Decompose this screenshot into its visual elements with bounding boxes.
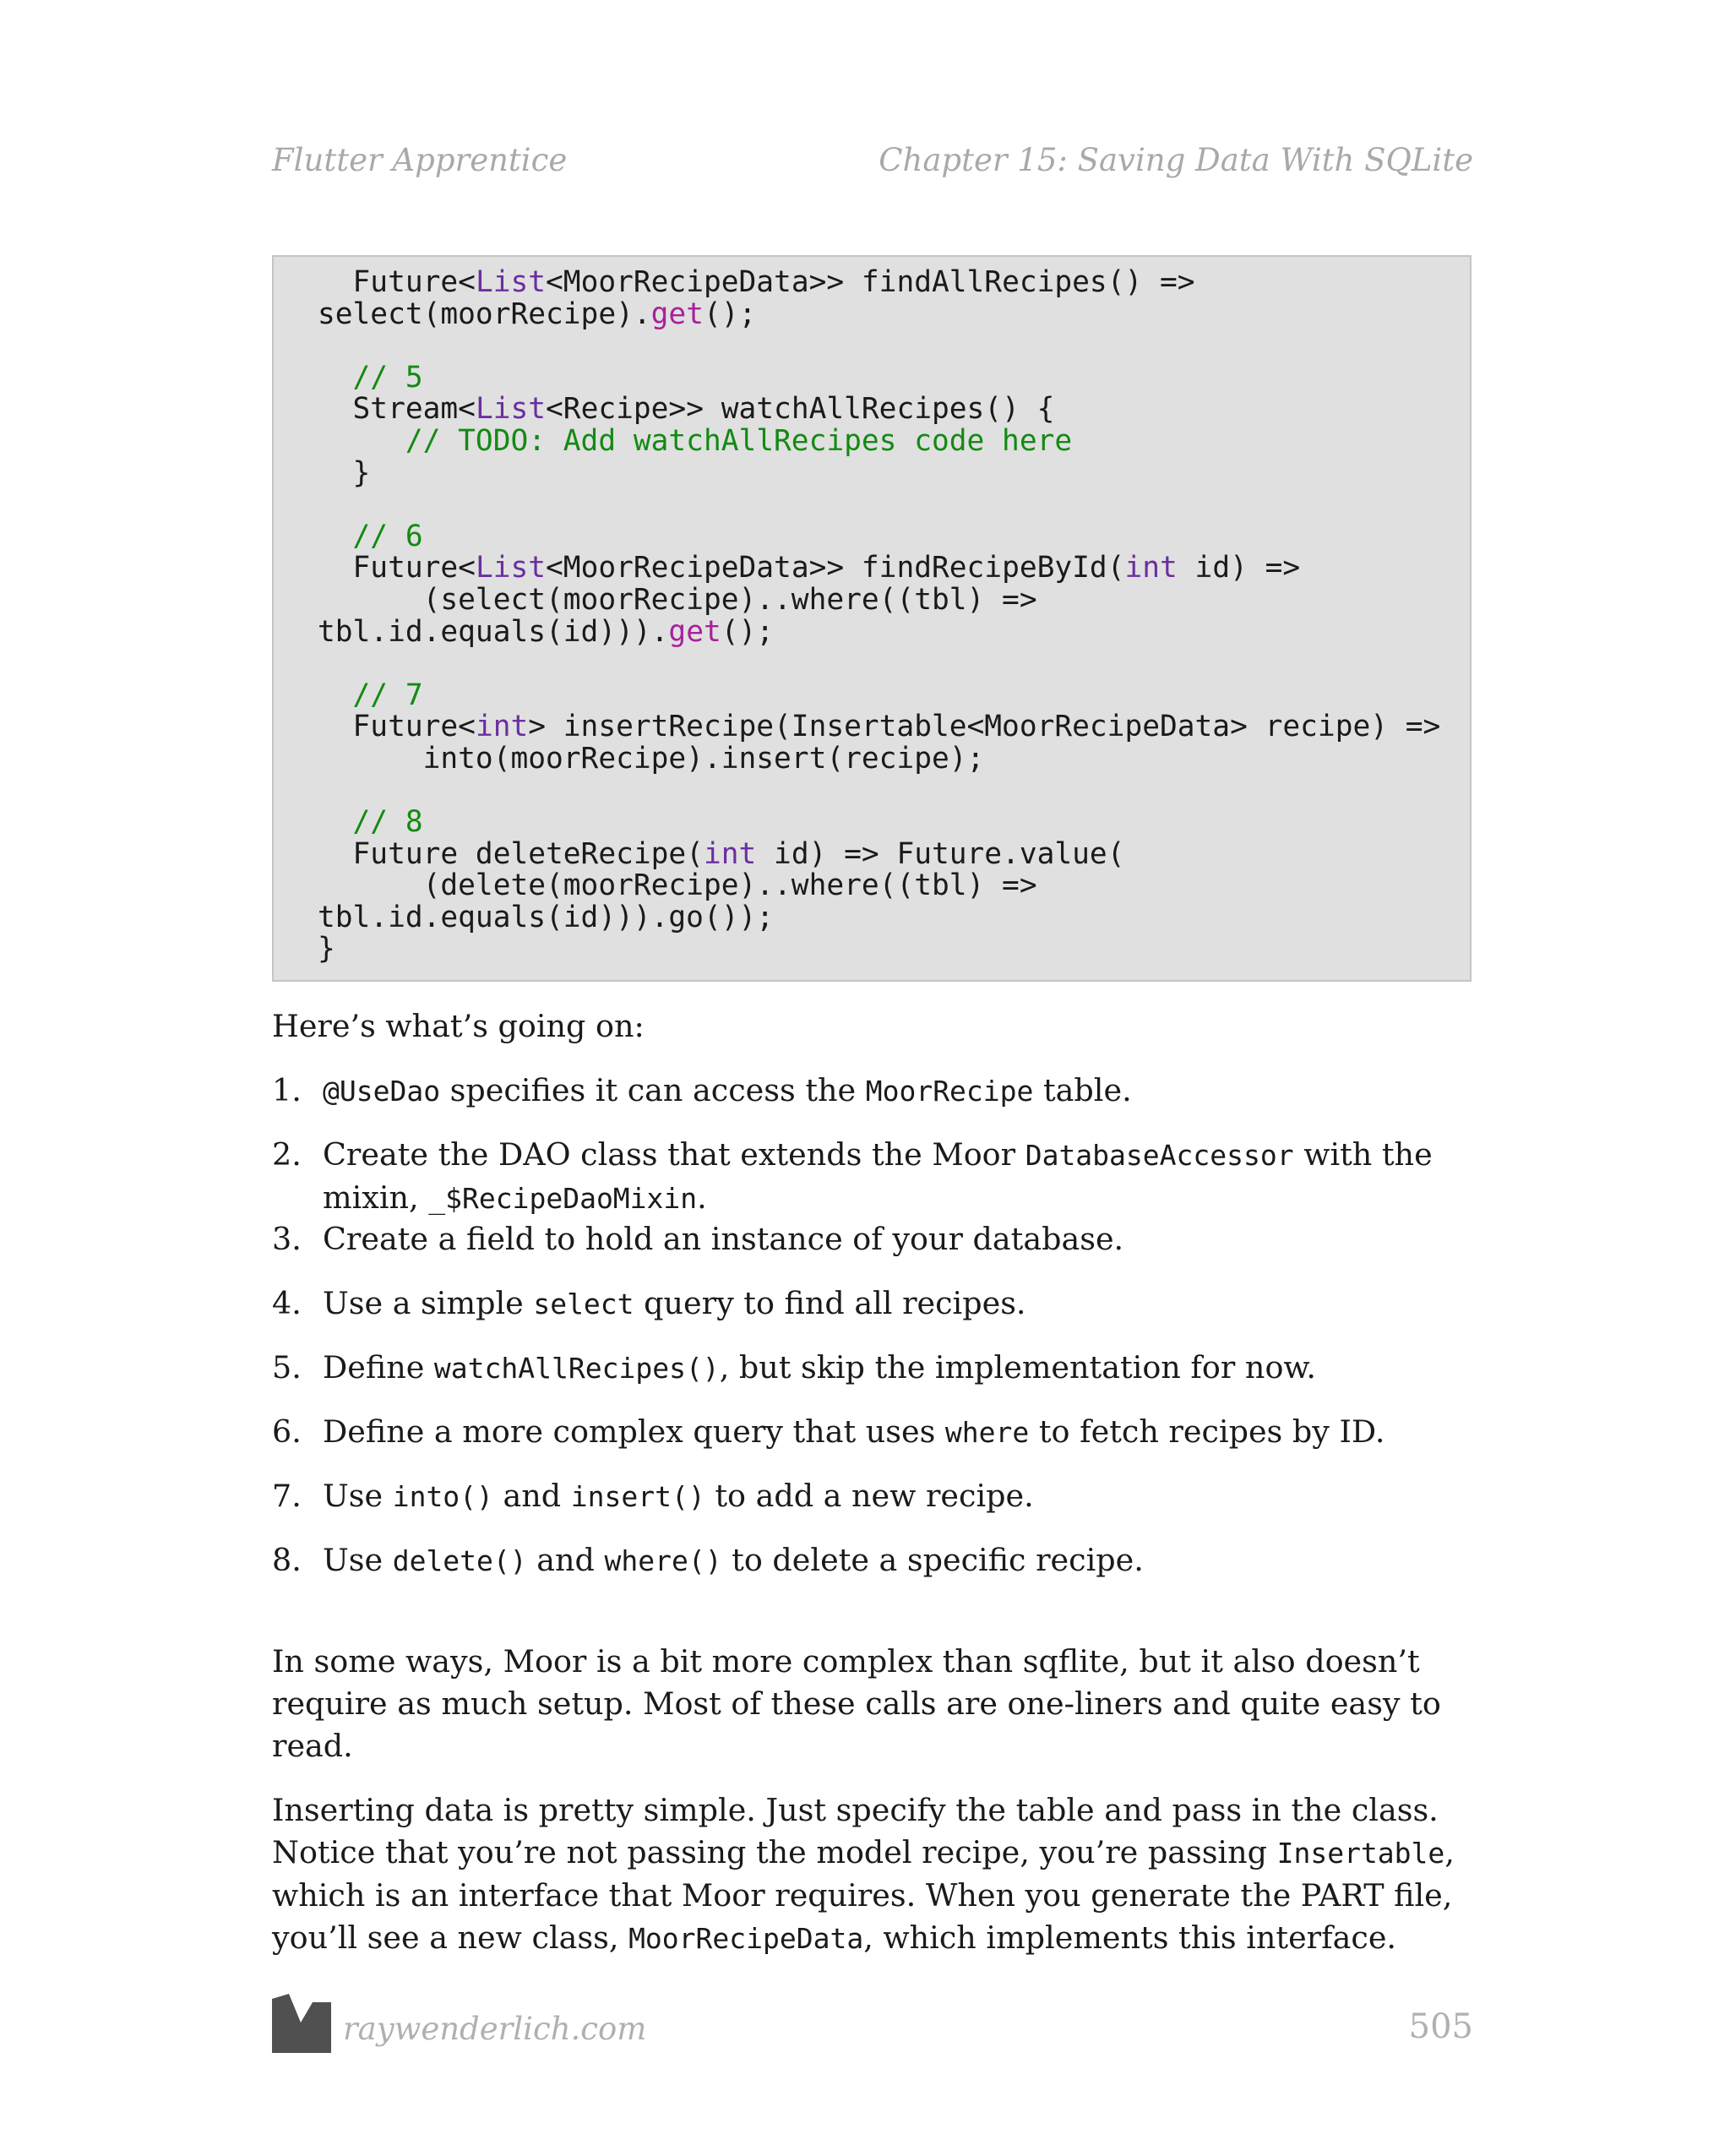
list-item-text [323,1347,1473,1390]
list-item-number: 4. [272,1285,302,1321]
list-item-text [323,1070,1473,1113]
list-item-text [323,1218,1473,1260]
book-title: Flutter Apprentice [272,142,568,178]
footer-site-link[interactable]: raywenderlich.com [343,2011,647,2047]
inline-text: Create a field to hold an instance of your database. [323,1221,1124,1257]
list-item-text [323,1475,1473,1518]
raywenderlich-logo-icon [272,1994,331,2053]
inline-text: and [492,1478,571,1514]
inline-text: to add a new recipe. [705,1478,1034,1514]
inline-text: Use [323,1542,393,1578]
inline-text: Inserting data is pretty simple. Just specify the table and pass in the class. Notice that you’re not passing the model recipe, you’re passing [272,1792,1439,1870]
inline-code: MoorRecipeData [628,1922,864,1955]
inline-code: MoorRecipe [865,1075,1034,1108]
list-item-text [323,1539,1473,1582]
inline-text: Use [323,1478,393,1514]
page-number: 505 [1408,2007,1473,2046]
inline-text: . [697,1179,707,1216]
inline-text: specifies it can access the [440,1072,866,1108]
inline-text: Define a more complex query that uses [323,1413,945,1450]
list-item-number: 7. [272,1478,302,1514]
inline-text: and [526,1542,605,1578]
list-item-number: 1. [272,1072,302,1108]
inline-text: , which implements this interface. [863,1919,1397,1956]
inline-text: to delete a specific recipe. [721,1542,1144,1578]
inline-text: Create the DAO class that extends the Moor [323,1136,1025,1173]
list-item-number: 6. [272,1413,302,1450]
inline-code: select [533,1288,634,1320]
inline-code: @UseDao [323,1075,441,1108]
list-item-text [323,1134,1473,1220]
inline-text: to fetch recipes by ID. [1029,1413,1385,1450]
list-item-number: 3. [272,1221,302,1257]
inline-code: Insertable [1276,1837,1445,1870]
paragraph-2 [272,1789,1473,1960]
list-item-number: 5. [272,1349,302,1386]
inline-text: table. [1033,1072,1132,1108]
inline-code: watchAllRecipes() [433,1352,720,1385]
list-item-number: 8. [272,1542,302,1578]
inline-text: , which is an interface that Moor requires. When you generate the PART file, you’ll see a new class, [272,1834,1455,1956]
inline-code: into() [392,1480,493,1513]
chapter-title: Chapter 15: Saving Data With SQLite [879,142,1473,178]
inline-text: with the mixin, [323,1136,1433,1216]
list-item-text [323,1411,1473,1454]
inline-text: query to find all recipes. [634,1285,1026,1321]
inline-code: delete() [392,1544,527,1577]
inline-code: where [944,1416,1030,1449]
code-block [272,255,1472,982]
code-listing: Future<List<MoorRecipeData>> findAllRecipes() => select(moorRecipe).get(); // 5 Stream<List<Recipe>> watchAllRecipes() { // TODO: Add watchAllRecipes code here } // 6 Future<List<MoorRecipeData>> findRecipeById(int id) => (select(moorRecipe)..where((tbl) => tbl.id.equals(id))).get(); // 7 Future<int> insertRecipe(Insertable<MoorRecipeData> recipe) => into(moorRecipe).insert(recipe); // 8 Future deleteRecipe(int id) => Future.value( (delete(moorRecipe)..where((tbl) => tbl.id.equals(id))).go()); } [318,265,1441,966]
inline-text: Use a simple [323,1285,534,1321]
inline-code: insert() [570,1480,705,1513]
inline-code: _$RecipeDaoMixin [428,1182,698,1215]
list-item-text [323,1282,1473,1326]
inline-code: where() [604,1544,722,1577]
intro-text: Here’s what’s going on: [272,1008,645,1044]
page-header [272,142,1473,184]
list-item-number: 2. [272,1136,302,1173]
inline-text: Define [323,1349,434,1386]
inline-text: , but skip the implementation for now. [719,1349,1316,1386]
inline-code: DatabaseAccessor [1025,1139,1294,1172]
paragraph-1: In some ways, Moor is a bit more complex than sqflite, but it also doesn’t require as much setup. Most of these calls are one-liners and quite easy to read. [272,1643,1441,1764]
